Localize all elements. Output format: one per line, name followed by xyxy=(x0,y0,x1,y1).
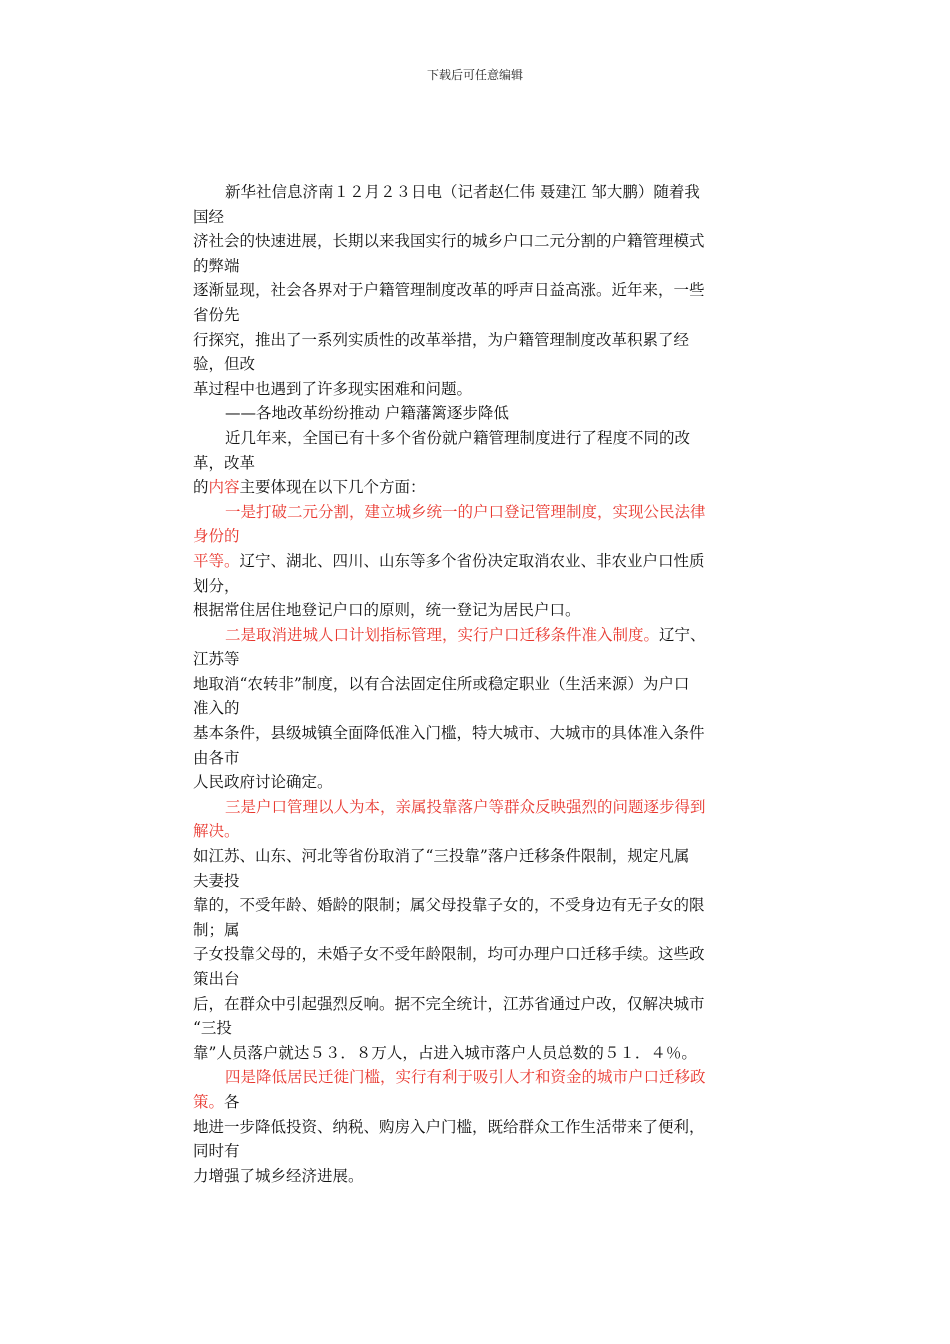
text-segment: 的弊端 xyxy=(193,256,240,275)
text-segment: 由各市 xyxy=(193,748,240,767)
text-line xyxy=(193,328,753,353)
text-line xyxy=(193,918,753,943)
text-segment: 力增强了城乡经济进展。 xyxy=(193,1166,364,1185)
text-segment: 根据常住居住地登记户口的原则，统一登记为居民户口。 xyxy=(193,601,581,620)
text-segment: 地进一步降低投资、纳税、购房入户门槛，既给群众工作生活带来了便利， xyxy=(193,1117,705,1136)
text-segment: 划分， xyxy=(193,576,240,595)
text-line xyxy=(193,795,753,820)
text-line xyxy=(193,696,753,721)
text-segment: ——各地改革纷纷推动 户籍藩篱逐步降低 xyxy=(225,404,509,423)
text-segment: 靠的，不受年龄、婚龄的限制；属父母投靠子女的，不受身边有无子女的限 xyxy=(193,896,705,915)
text-line xyxy=(193,1090,753,1115)
text-segment: 革，改革 xyxy=(193,453,256,472)
text-segment: 近几年来，全国已有十多个省份就户籍管理制度进行了程度不同的改 xyxy=(225,428,691,447)
text-line xyxy=(193,819,753,844)
highlighted-text: 一是打破二元分割，建立城乡统一的户口登记管理制度，实现公民法律 xyxy=(225,502,706,521)
text-line xyxy=(193,942,753,967)
highlighted-text: 四是降低居民迁徙门槛，实行有利于吸引人才和资金的城市户口迁移政 xyxy=(225,1068,706,1087)
text-segment: 策出台 xyxy=(193,970,240,988)
highlighted-text: 内容 xyxy=(208,478,240,497)
text-line xyxy=(193,524,753,549)
text-line xyxy=(193,475,753,500)
text-line xyxy=(193,205,753,230)
text-segment: 行探究，推出了一系列实质性的改革举措，为户籍管理制度改革积累了经 xyxy=(193,330,690,349)
text-segment: 济社会的快速进展，长期以来我国实行的城乡户口二元分割的户籍管理模式 xyxy=(193,232,705,251)
text-line xyxy=(193,1164,753,1189)
highlighted-text: 二是取消进城人口计划指标管理，实行户口迁移条件准入制度。 xyxy=(225,625,660,644)
text-segment: 主要体现在以下几个方面： xyxy=(239,478,426,497)
text-line xyxy=(193,500,753,525)
text-line xyxy=(193,574,753,599)
text-line xyxy=(193,598,753,623)
text-segment: 地取消“农转非”制度，以有合法固定住所或稳定职业（生活来源）为户口 xyxy=(193,674,690,693)
highlighted-text: 三是户口管理以人为本，亲属投靠落户等群众反映强烈的问题逐步得到 xyxy=(225,797,706,816)
highlighted-text: 平等。 xyxy=(193,551,240,570)
page-header: 下载后可任意编辑 xyxy=(426,68,523,82)
text-segment: 的 xyxy=(193,478,209,497)
text-line xyxy=(193,1016,753,1041)
text-line xyxy=(193,746,753,771)
text-segment: 同时有 xyxy=(193,1142,240,1161)
text-line xyxy=(193,180,753,205)
text-line xyxy=(193,549,753,574)
highlighted-text: 身份的 xyxy=(193,527,240,546)
text-line xyxy=(193,721,753,746)
text-segment: 准入的 xyxy=(193,699,240,718)
text-line xyxy=(193,893,753,918)
text-line xyxy=(193,377,753,402)
text-segment: 夫妻投 xyxy=(193,871,240,890)
text-line xyxy=(193,1041,753,1066)
text-line xyxy=(193,1115,753,1140)
text-line xyxy=(193,770,753,795)
text-segment: 子女投靠父母的，未婚子女不受年龄限制，均可办理户口迁移手续。这些政 xyxy=(193,945,705,964)
text-line xyxy=(193,967,753,992)
text-segment: 江苏等 xyxy=(193,650,240,669)
text-segment: 省份先 xyxy=(193,305,240,324)
text-segment: 革过程中也遇到了许多现实困难和问题。 xyxy=(193,379,473,398)
text-line xyxy=(193,426,753,451)
highlighted-text: 策。 xyxy=(193,1092,225,1111)
text-line xyxy=(193,303,753,328)
text-segment: 基本条件，县级城镇全面降低准入门槛，特大城市、大城市的具体准入条件 xyxy=(193,724,705,743)
text-line xyxy=(193,647,753,672)
text-line xyxy=(193,254,753,279)
text-line xyxy=(193,401,753,426)
text-segment: 新华社信息济南１２月２３日电（记者赵仁伟 聂建江 邹大鹏）随着我 xyxy=(225,183,700,201)
text-segment: 国经 xyxy=(193,207,225,226)
text-segment: 逐渐显现，社会各界对于户籍管理制度改革的呼声日益高涨。近年来，一些 xyxy=(193,281,705,300)
text-line xyxy=(193,869,753,894)
text-segment: 辽宁、 xyxy=(659,625,706,644)
text-line xyxy=(193,1065,753,1090)
highlighted-text: 解决。 xyxy=(193,822,240,841)
text-segment: “三投 xyxy=(193,1019,232,1038)
text-line xyxy=(193,992,753,1017)
article-body xyxy=(193,180,753,1188)
text-segment: 制；属 xyxy=(193,920,240,939)
text-segment: 验，但改 xyxy=(193,355,256,374)
text-line xyxy=(193,1139,753,1164)
text-line xyxy=(193,352,753,377)
text-line xyxy=(193,229,753,254)
text-line xyxy=(193,844,753,869)
text-segment: 辽宁、湖北、四川、山东等多个省份决定取消农业、非农业户口性质 xyxy=(239,551,705,570)
text-segment: 各 xyxy=(224,1092,240,1111)
text-line xyxy=(193,278,753,303)
text-segment: 靠”人员落户就达５３．８万人，占进入城市落户人员总数的５１．４％。 xyxy=(193,1043,697,1062)
text-line xyxy=(193,623,753,648)
text-line xyxy=(193,451,753,476)
text-segment: 人民政府讨论确定。 xyxy=(193,773,333,792)
text-line xyxy=(193,672,753,697)
text-segment: 如江苏、山东、河北等省份取消了“三投靠”落户迁移条件限制，规定凡属 xyxy=(193,847,690,866)
text-segment: 后，在群众中引起强烈反响。据不完全统计，江苏省通过户改，仅解决城市 xyxy=(193,994,705,1013)
